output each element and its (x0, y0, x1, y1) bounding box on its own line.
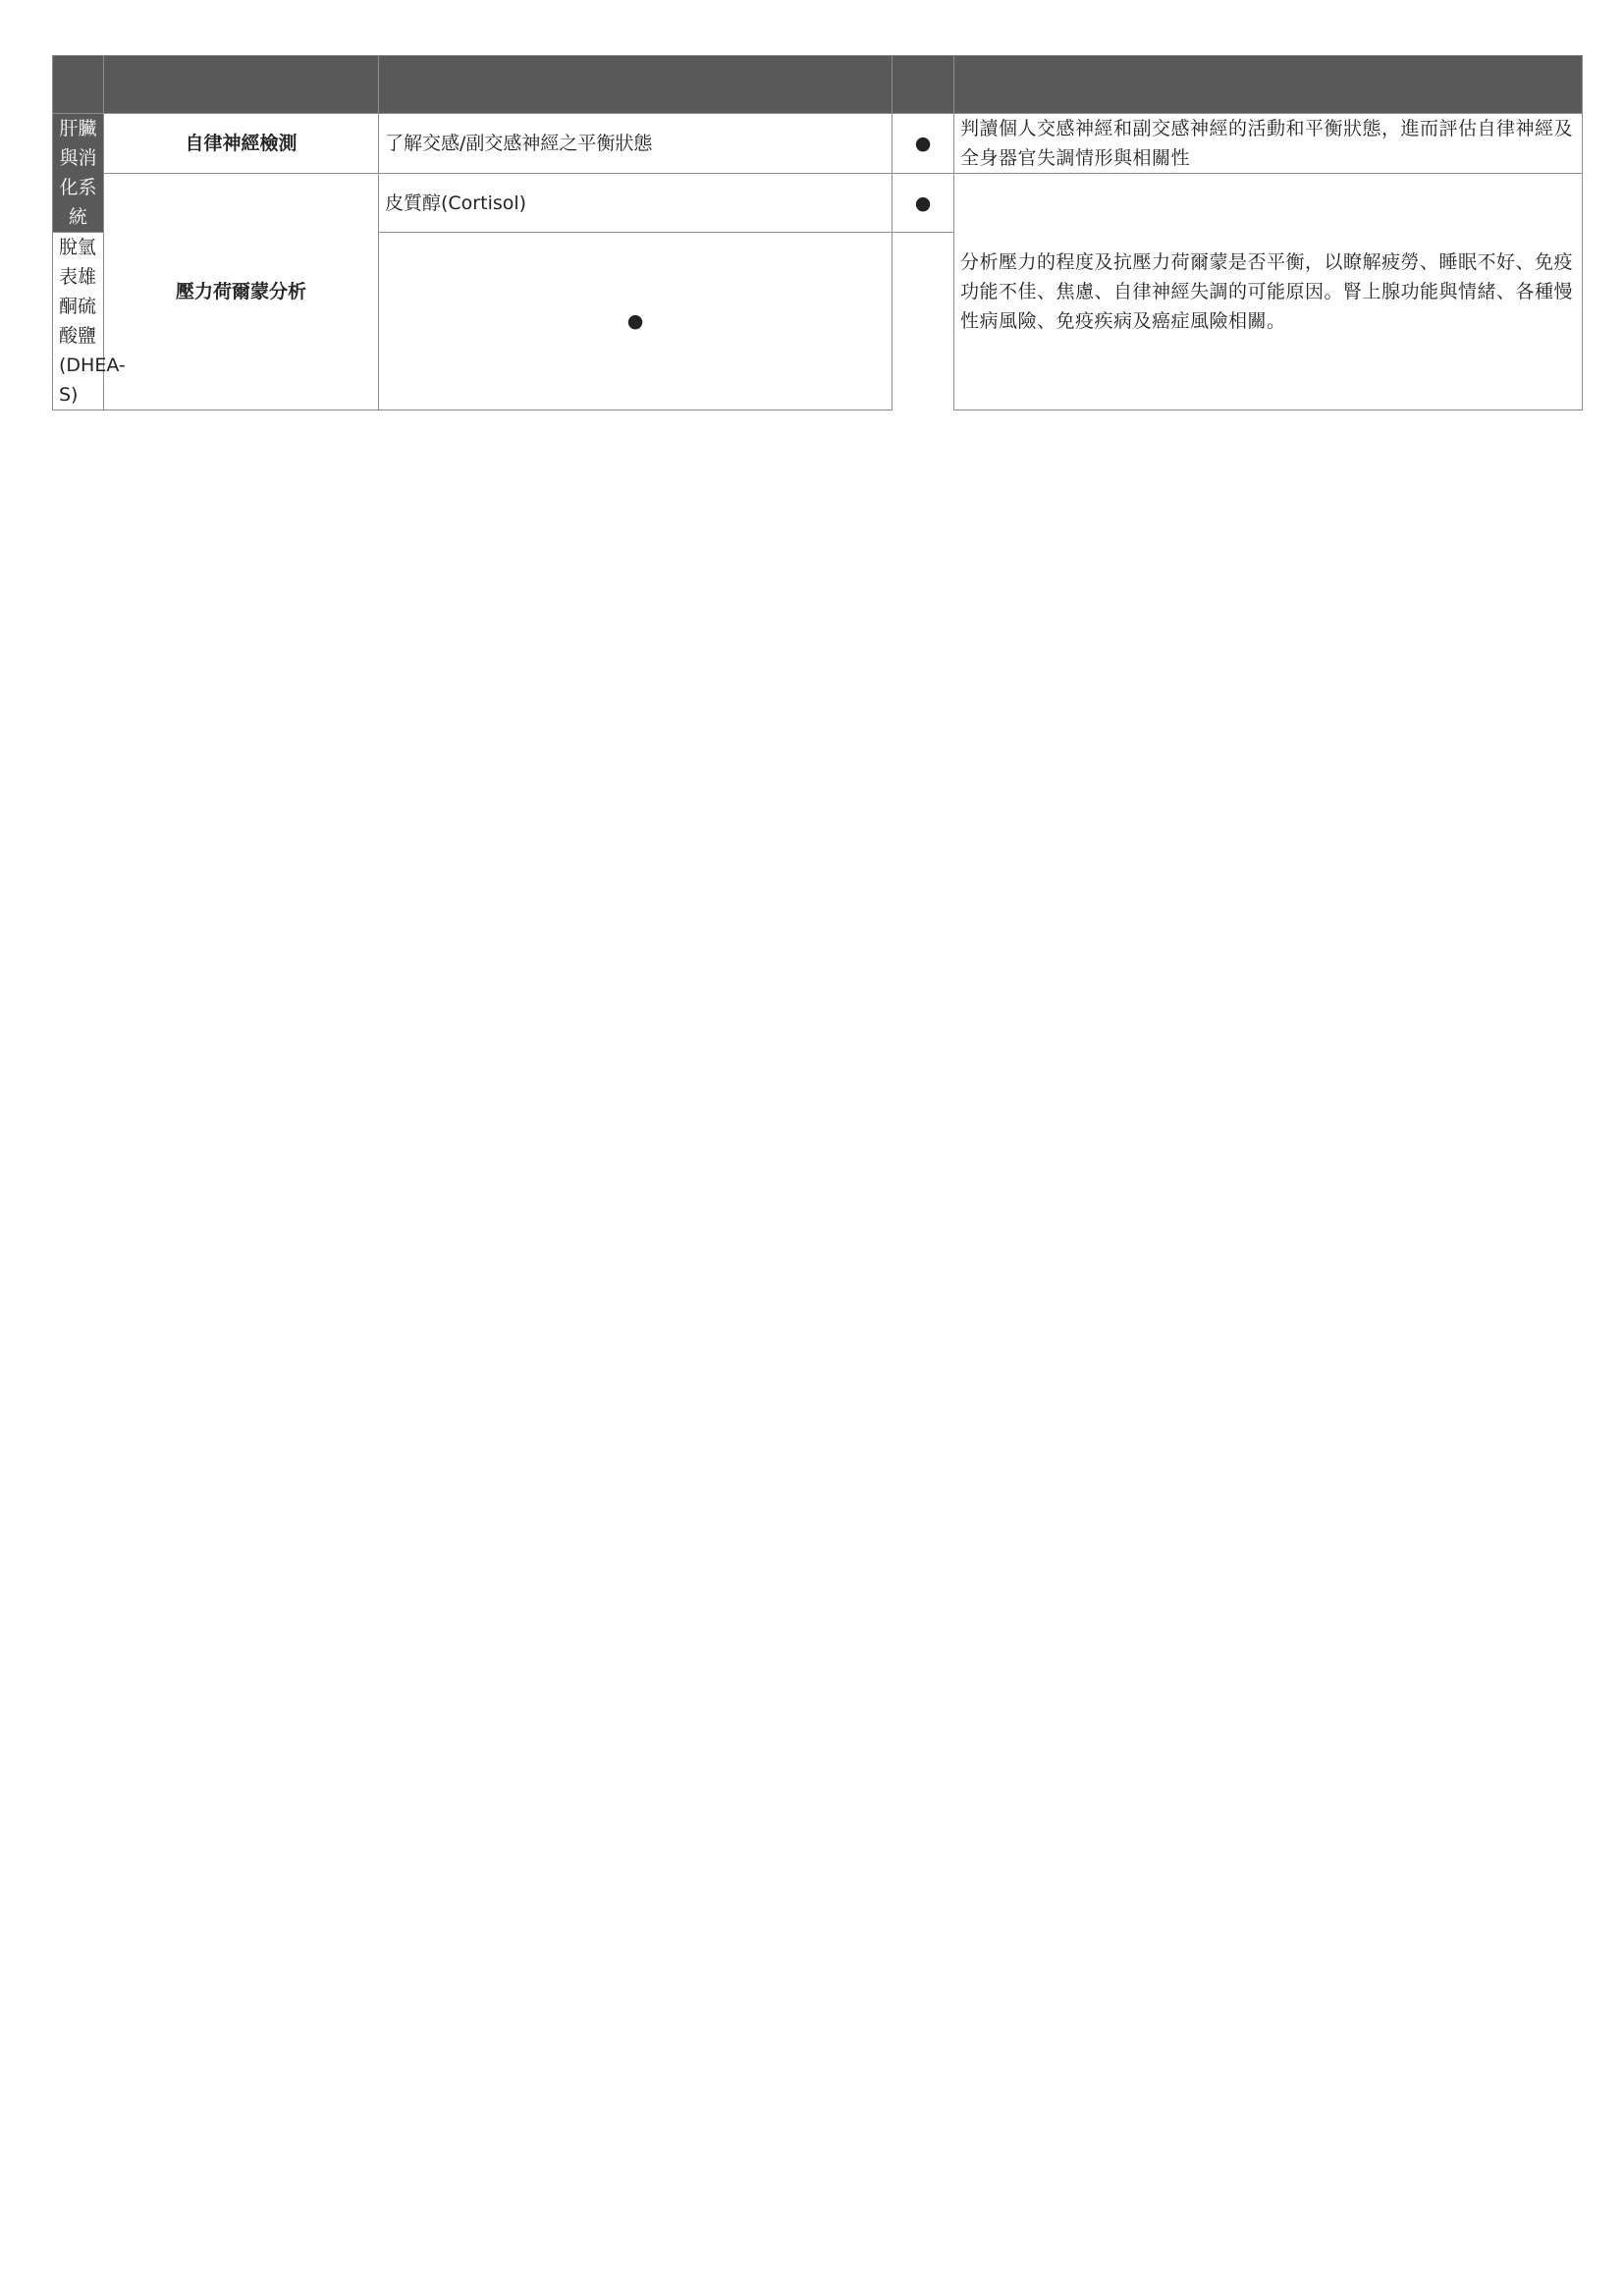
header-meaning (954, 56, 1583, 114)
detail-cell: 脫氫表雄酮硫酸鹽(DHEA-S) (53, 233, 104, 410)
table-row (53, 174, 1583, 233)
bullet-mark: ● (914, 133, 932, 154)
item-cell: 壓力荷爾蒙分析 (104, 174, 379, 410)
elite-mark-cell (893, 174, 954, 233)
detail-cell: 皮質醇(Cortisol) (379, 174, 893, 233)
table-header-row (53, 56, 1583, 114)
meaning-cell: 分析壓力的程度及抗壓力荷爾蒙是否平衡，以瞭解疲勞、睡眠不好、免疫功能不佳、焦慮、自律神經失調的可能原因。腎上腺功能與情緒、各種慢性病風險、免疫疾病及癌症風險相關。 (954, 174, 1583, 410)
header-elite (893, 56, 954, 114)
checkup-table (52, 55, 1583, 410)
header-item (104, 56, 379, 114)
item-cell: 自律神經檢測 (104, 114, 379, 174)
table-row (53, 114, 1583, 174)
elite-mark-cell (893, 114, 954, 174)
detail-cell: 了解交感/副交感神經之平衡狀態 (379, 114, 893, 174)
bullet-mark: ● (914, 191, 932, 214)
bullet-mark: ● (626, 310, 644, 332)
category-cell: 肝臟與消 化系統 (53, 114, 104, 233)
header-detail (379, 56, 893, 114)
meaning-cell: 判讀個人交感神經和副交感神經的活動和平衡狀態，進而評估自律神經及全身器官失調情形與相關性 (954, 114, 1583, 174)
header-category (53, 56, 104, 114)
elite-mark-cell (379, 233, 893, 410)
